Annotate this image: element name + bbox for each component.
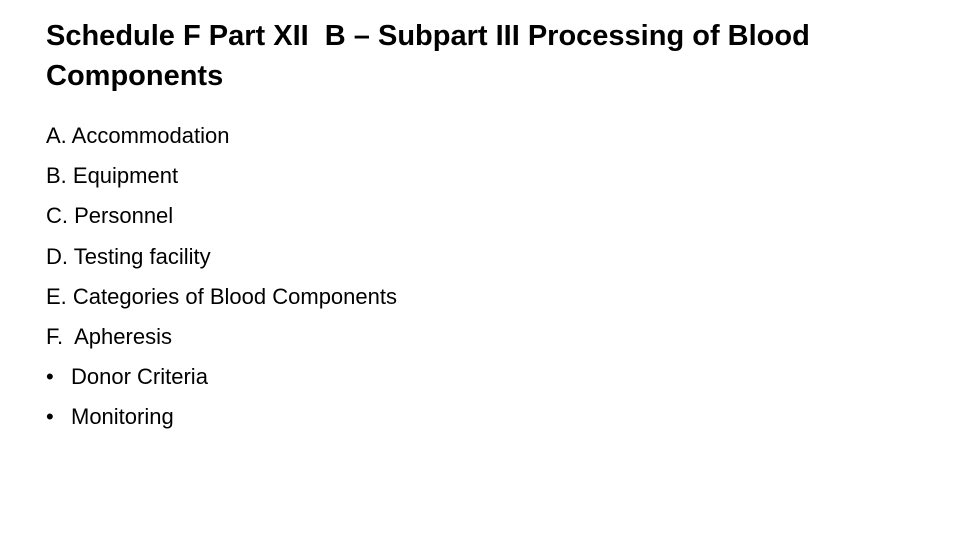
bullet-text: Monitoring <box>71 404 174 430</box>
list-item-equipment: B. Equipment <box>46 163 179 189</box>
list-item-testing-facility: D. Testing facility <box>46 243 211 269</box>
slide-title: Schedule F Part XII B – Subpart III Processing of Blood Components <box>46 20 818 92</box>
bullet-icon: • <box>46 364 54 390</box>
bullet-item-monitoring <box>46 397 906 437</box>
list-item-apheresis: F. Apheresis <box>46 323 172 349</box>
bullet-text: Donor Criteria <box>71 364 208 390</box>
list-item-accommodation: A. Accommodation <box>46 123 230 148</box>
list-item-personnel: C. Personnel <box>46 203 174 229</box>
list-item-categories: E. Categories of Blood Components <box>46 283 397 309</box>
bullet-icon: • <box>46 404 54 430</box>
content-list <box>46 116 906 438</box>
bullet-item-donor-criteria <box>46 357 906 397</box>
